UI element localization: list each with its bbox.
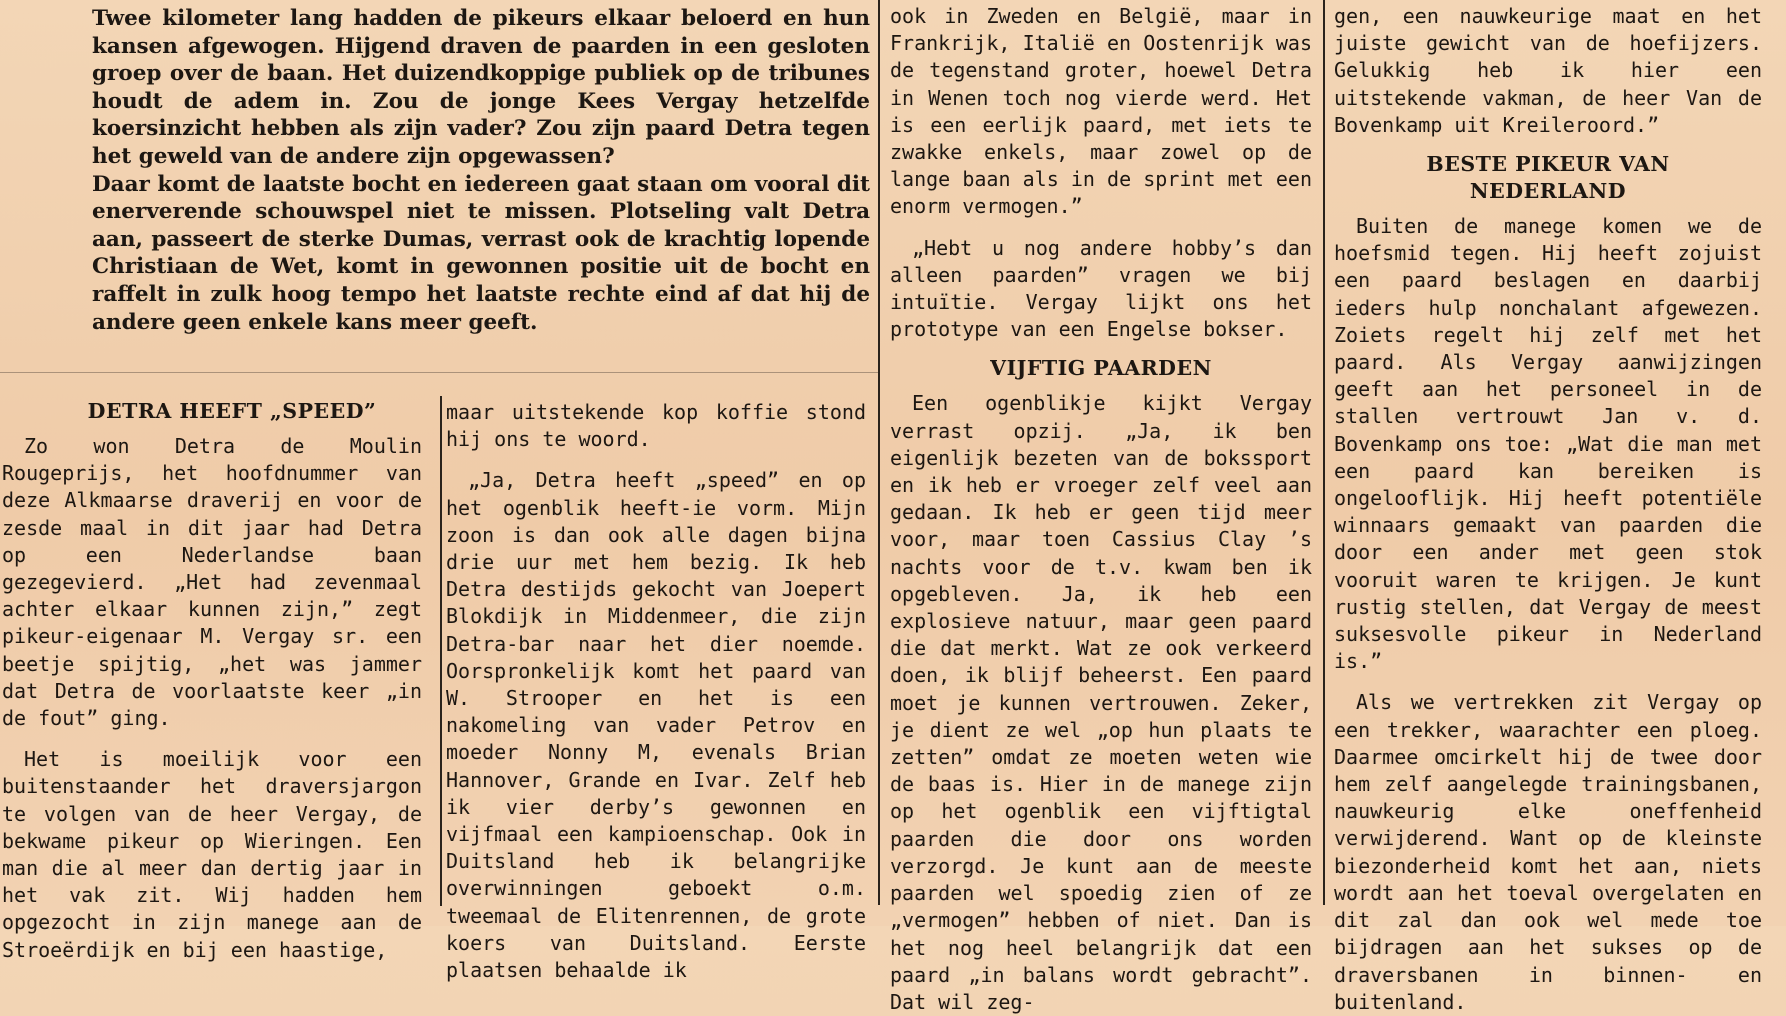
column-4 xyxy=(1334,3,1762,1016)
col1-paragraph-1: Zo won Detra de Moulin Rougeprijs, het hoofdnummer van deze Alkmaarse draverij en voor de zesde maal in dit jaar had Detra op een Nederlandse baan gezegevierd. „Het had zevenmaal achter elkaar kunnen zijn,” zegt pikeur-eigenaar M. Vergay sr. een beetje spijtig, „het was jammer dat Detra de voorlaatste keer „in de fout” ging. xyxy=(2,434,422,731)
col3-paragraph-3: Een ogenblikje kijkt Vergay verrast opzij. „Ja, ik ben eigenlijk bezeten van de bokssport en ik heb er vroeger zelf veel aan gedaan. Ik heb er geen tijd meer voor, maar toen Cassius Clay ’s nachts voor de t.v. kwam ben ik opgebleven. Ja, ik heb een explosieve natuur, maar geen paard die dat merkt. Wat ze ook verkeerd doen, ik blijf beheerst. Een paard moet je kunnen vertrouwen. Zeker, je dient ze wel „op hun plaats te zetten” omdat ze moeten weten wie de baas is. Hier in de manege zijn op het ogenblik een vijftigtal paarden die door ons worden verzorgd. Je kunt aan de meeste paarden wel spoedig zien of ze „vermogen” hebben of niet. Dan is het nog heel belangrijk dat een paard „in balans wordt gebracht”. Dat wil zeg- xyxy=(890,391,1312,1014)
col1-paragraph-2: Het is moeilijk voor een buitenstaander het draversjargon te volgen van de heer Vergay, de bekwame pikeur op Wieringen. Een man die al meer dan dertig jaar in het vak zit. Wij hadden hem opgezocht in zijn manege aan de Stroeërdijk en bij een haastige, xyxy=(2,747,422,962)
lead-paragraph xyxy=(92,5,870,336)
column-1 xyxy=(2,398,422,964)
col4-paragraph-3: Als we vertrekken zit Vergay op een trekker, waarachter een ploeg. Daarmee omcirkelt hij de twee door hem zelf aangelegde trainingsbanen, nauwkeurig elke oneffenheid verwijderend. Want op de kleinste biezonderheid komt het aan, niets wordt aan het toeval overgelaten en dit zal dan ook wel mede toe bijdragen aan het sukses op de draversbanen in binnen- en buitenland. xyxy=(1334,690,1762,1014)
col2-paragraph-2: „Ja, Detra heeft „speed” en op het ogenblik heeft-ie vorm. Mijn zoon is dan ook alle dagen bijna drie uur met hem bezig. Ik heb Detra destijds gekocht van Joepert Blokdijk in Middenmeer, die zijn Detra-bar naar het dier noemde. Oorspronkelijk komt het paard van W. Strooper en het is een nakomeling van vader Petrov en moeder Nonny M, evenals Brian Hannover, Grande en Ivar. Zelf heb ik vier derby’s gewonnen en vijfmaal een kampioenschap. Ook in Duitsland heb ik belangrijke overwinningen geboekt o.m. tweemaal de Elitenrennen, de grote koers van Duitsland. Eerste plaatsen behaalde ik xyxy=(446,468,866,983)
lead-bottom-rule xyxy=(0,372,878,373)
section-heading-beste-pikeur xyxy=(1334,151,1762,205)
col4-paragraph-2: Buiten de manege komen we de hoefsmid tegen. Hij heeft zojuist een paard beslagen en daarbij ieders hulp nonchalant afgewezen. Zoiets regelt hij zelf met het paard. Als Vergay aanwijzingen geeft aan het personeel in de stallen vertrouwt Jan v. d. Bovenkamp ons toe: „Wat die man met een paard kan bereiken is ongelooflijk. Hij heeft potentiële winnaars gemaakt van paarden die door een ander met geen stok vooruit waren te krijgen. Je kunt rustig stellen, dat Vergay de meest suksesvolle pikeur in Nederland is.” xyxy=(1334,214,1762,674)
col3-paragraph-1: ook in Zweden en België, maar in Frankrijk, Italië en Oostenrijk was de tegenstand groter, hoewel Detra in Wenen toch nog vierde werd. Het is een eerlijk paard, met iets te zwakke enkels, maar zowel op de lange baan als in de sprint met een enorm vermogen.” xyxy=(890,4,1312,219)
column-rule-3-4 xyxy=(1323,0,1325,905)
col3-paragraph-2: „Hebt u nog andere hobby’s dan alleen paarden” vragen we bij intuïtie. Vergay lijkt ons het prototype van een Engelse bokser. xyxy=(890,235,1312,342)
section-heading-vijftig: VIJFTIG PAARDEN xyxy=(990,356,1212,381)
column-3 xyxy=(890,3,1312,1016)
col2-paragraph-1: maar uitstekende kop koffie stond hij ons te woord. xyxy=(446,400,866,452)
column-rule-1-2 xyxy=(440,396,442,906)
heading-line-2: NEDERLAND xyxy=(1469,179,1627,204)
column-rule-2-3 xyxy=(878,0,880,905)
column-2 xyxy=(446,399,866,984)
lead-text-2: Daar komt de laatste bocht en iedereen gaat staan om vooral dit enerverende schouwspel niet te missen. Plotseling valt Detra aan, passeert de sterke Dumas, verrast ook de krachtig lopende Christiaan de Wet, komt in gewonnen positie uit de bocht en raffelt in zulk hoog tempo het laatste rechte eind af dat hij de andere geen enkele kans meer geeft. xyxy=(92,171,870,335)
lead-text-1: Twee kilometer lang hadden de pikeurs elkaar beloerd en hun kansen afgewogen. Hijgend draven de paarden in een gesloten groep over de baan. Het duizendkoppige publiek op de tribunes houdt de adem in. Zou de jonge Kees Vergay hetzelfde koersinzicht hebben als zijn vader? Zou zijn paard Detra tegen het geweld van de andere zijn opgewassen? xyxy=(92,6,870,169)
col4-paragraph-1: gen, een nauwkeurige maat en het juiste gewicht van de hoefijzers. Gelukkig heb ik hier een uitstekende vakman, de heer Van de Bovenkamp uit Kreileroord.” xyxy=(1334,4,1762,137)
section-heading-detra: DETRA HEEFT „SPEED” xyxy=(87,399,377,423)
heading-line-1: BESTE PIKEUR VAN xyxy=(1426,152,1670,177)
